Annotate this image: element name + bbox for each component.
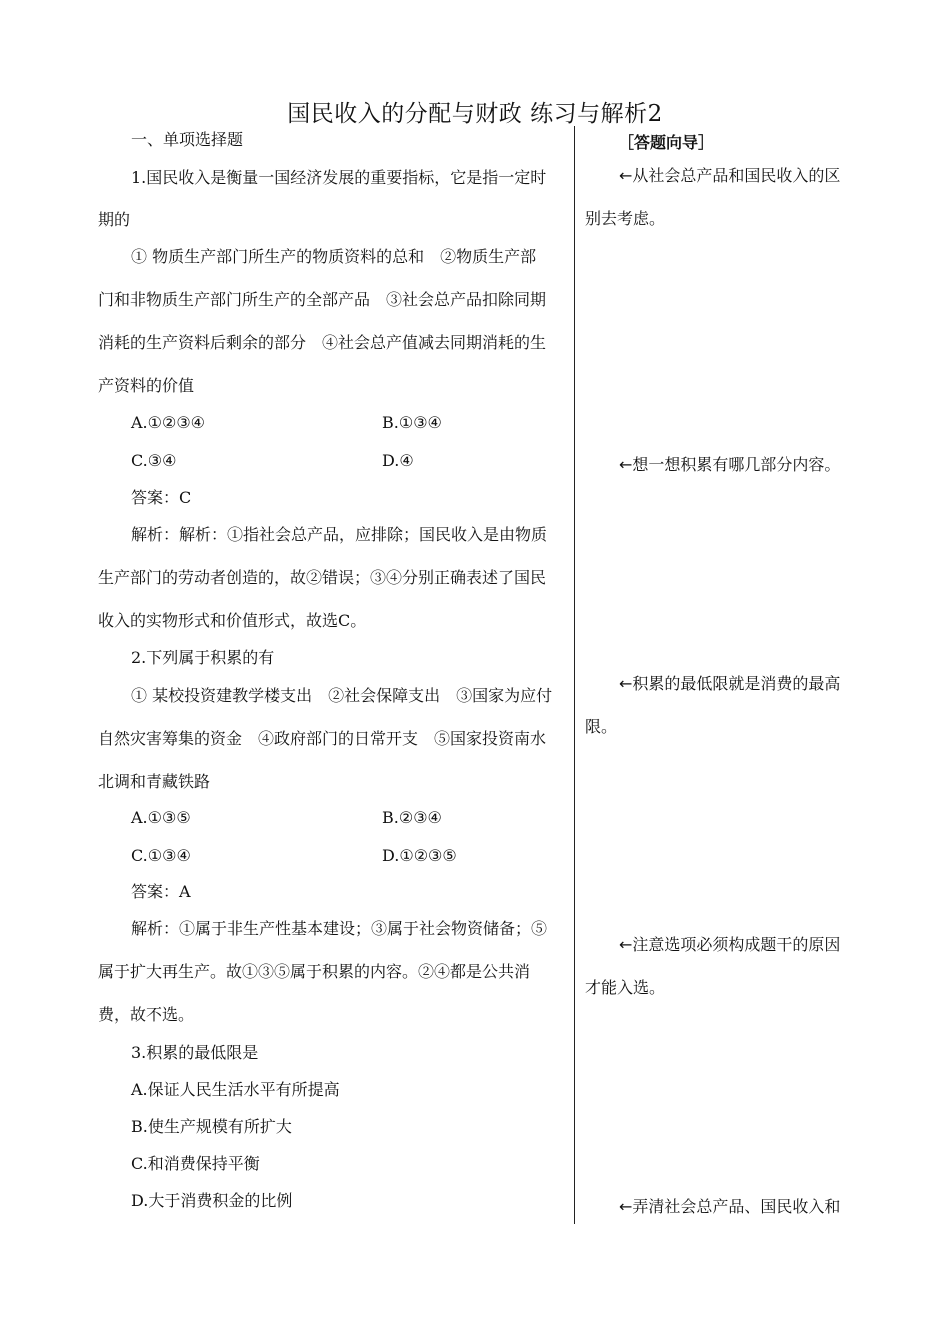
option-d: D.④ <box>382 451 414 470</box>
question-stem-line: 2.下列属于积累的有 <box>131 648 275 667</box>
option-b: B.①③④ <box>382 413 442 432</box>
question-stem-line: 3.积累的最低限是 <box>131 1043 259 1062</box>
hint-block <box>585 443 855 486</box>
hint-text: 从社会总产品和国民收入的区 <box>632 166 841 185</box>
statement-line: 产资料的价值 <box>98 376 195 395</box>
hint-text: 限。 <box>585 717 618 736</box>
question-stem-line: 期的 <box>98 210 131 229</box>
answer-text: 答案：C <box>131 488 192 507</box>
analysis-line: 解析：①属于非生产性基本建设；③属于社会物资储备；⑤ <box>131 919 548 938</box>
analysis-line: 生产部门的劳动者创造的，故②错误；③④分别正确表述了国民 <box>98 568 547 587</box>
analysis-line: 属于扩大再生产。故①③⑤属于积累的内容。②④都是公共消 <box>98 962 531 981</box>
hint-text: 积累的最低限就是消费的最高 <box>632 674 841 693</box>
option-d: D.①②③⑤ <box>382 846 457 865</box>
option-a: A.①②③④ <box>131 413 206 432</box>
statement-line: 北调和青藏铁路 <box>98 772 211 791</box>
option-b: B.②③④ <box>382 808 442 827</box>
option-b: B.使生产规模有所扩大 <box>131 1117 292 1136</box>
statement-line: ① 某校投资建教学楼支出 ②社会保障支出 ③国家为应付 <box>131 686 553 705</box>
hint-block <box>585 1185 855 1228</box>
hint-text: 注意选项必须构成题干的原因 <box>632 935 841 954</box>
left-arrow-icon: ← <box>619 935 633 954</box>
statement-line: 门和非物质生产部门所生产的全部产品 ③社会总产品扣除同期 <box>98 290 547 309</box>
option-a: A.保证人民生活水平有所提高 <box>131 1080 340 1099</box>
statement-line: 自然灾害筹集的资金 ④政府部门的日常开支 ⑤国家投资南水 <box>98 729 547 748</box>
option-a: A.①③⑤ <box>131 808 191 827</box>
hint-block <box>585 923 855 1009</box>
hint-block <box>585 154 855 240</box>
document-title: 国民收入的分配与财政 练习与解析2 <box>287 101 663 127</box>
analysis-line: 费，故不选。 <box>98 1005 195 1024</box>
hint-text: 想一想积累有哪几部分内容。 <box>632 455 841 474</box>
question-stem-line: 1.国民收入是衡量一国经济发展的重要指标，它是指一定时 <box>131 168 547 187</box>
answer-text: 答案：A <box>131 882 191 901</box>
left-arrow-icon: ← <box>619 455 633 474</box>
hint-text: 才能入选。 <box>585 978 666 997</box>
left-arrow-icon: ← <box>619 1197 633 1216</box>
statement-line: ① 物质生产部门所生产的物质资料的总和 ②物质生产部 <box>131 247 537 266</box>
option-c: C.和消费保持平衡 <box>131 1154 260 1173</box>
left-arrow-icon: ← <box>619 166 633 185</box>
option-c: C.③④ <box>131 451 177 470</box>
hint-text: 别去考虑。 <box>585 209 666 228</box>
analysis-line: 收入的实物形式和价值形式，故选C。 <box>98 611 367 630</box>
statement-line: 消耗的生产资料后剩余的部分 ④社会总产值减去同期消耗的生 <box>98 333 547 352</box>
hint-block <box>585 662 855 748</box>
analysis-line: 解析：解析：①指社会总产品，应排除；国民收入是由物质 <box>131 525 548 544</box>
hint-text: 弄清社会总产品、国民收入和 <box>632 1197 841 1216</box>
answer-guide-header: ［答题向导］ <box>618 133 715 152</box>
column-divider <box>574 126 575 1224</box>
left-arrow-icon: ← <box>619 674 633 693</box>
option-c: C.①③④ <box>131 846 191 865</box>
section-heading: 一、单项选择题 <box>131 130 244 149</box>
option-d: D.大于消费积金的比例 <box>131 1191 293 1210</box>
